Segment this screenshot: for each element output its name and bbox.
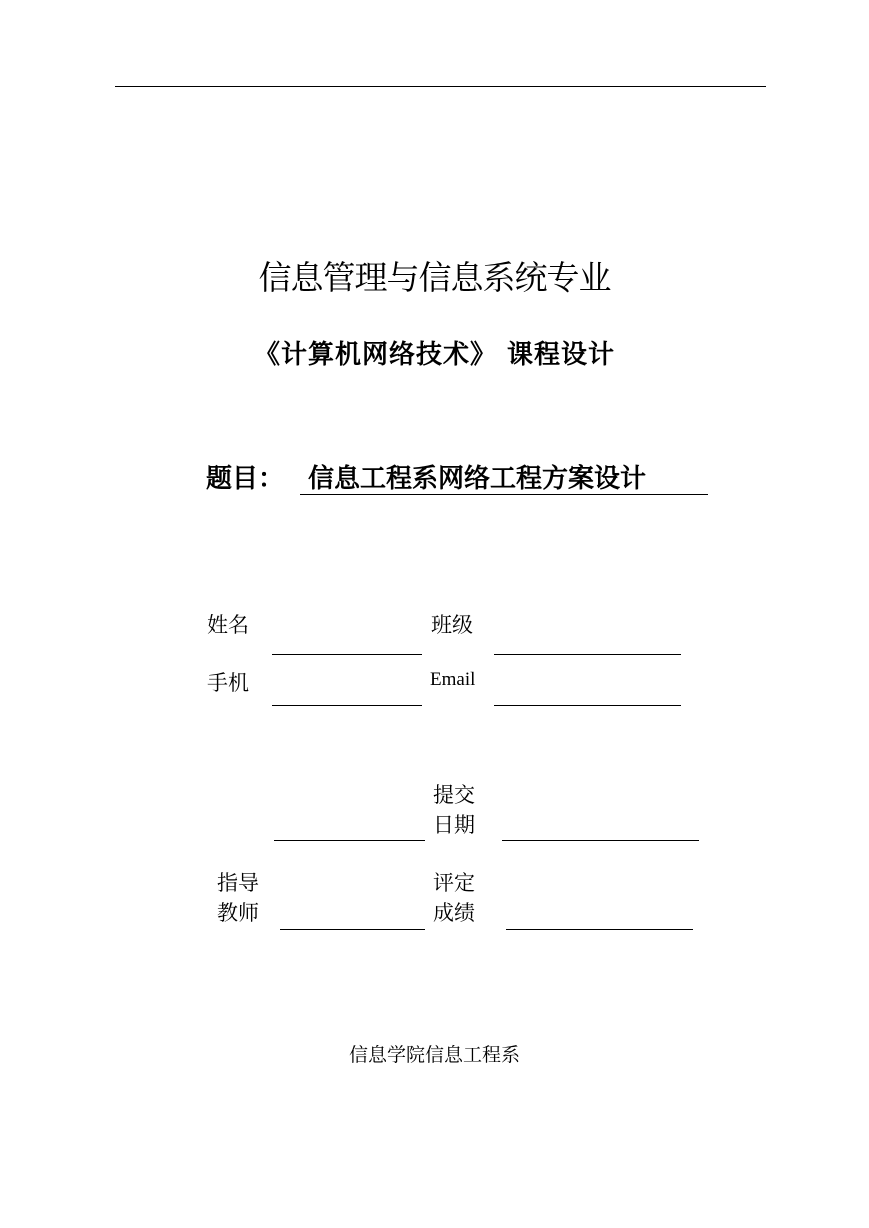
submit-date-label (433, 780, 475, 840)
advisor-label (217, 868, 259, 928)
submit-date-field-line[interactable] (502, 840, 699, 841)
name-label: 姓名 (207, 613, 249, 637)
advisor-label-line1: 指导 (217, 871, 259, 895)
subject-label: 题目： (206, 464, 285, 494)
advisor-label-line2: 教师 (217, 901, 259, 925)
email-field-line[interactable] (494, 705, 681, 706)
course-title: 《计算机网络技术》 课程设计 (253, 340, 616, 370)
submit-date-label-line1: 提交 (433, 783, 475, 807)
name-field-line[interactable] (272, 654, 422, 655)
grade-field-line[interactable] (506, 929, 693, 930)
class-field-line[interactable] (494, 654, 681, 655)
grade-label-line2: 成绩 (433, 901, 475, 925)
email-label: Email (430, 669, 476, 690)
subject-underline (300, 494, 708, 495)
major-title: 信息管理与信息系统专业 (258, 258, 611, 297)
submit-left-line (274, 840, 425, 841)
grade-label (433, 868, 475, 928)
class-label: 班级 (431, 613, 473, 637)
submit-date-label-line2: 日期 (433, 813, 475, 837)
phone-field-line[interactable] (272, 705, 422, 706)
advisor-field-line[interactable] (280, 929, 425, 930)
grade-label-line1: 评定 (433, 871, 475, 895)
phone-label: 手机 (207, 671, 249, 695)
header-rule (115, 86, 766, 87)
department-footer: 信息学院信息工程系 (348, 1044, 520, 1066)
subject-value: 信息工程系网络工程方案设计 (308, 464, 647, 494)
